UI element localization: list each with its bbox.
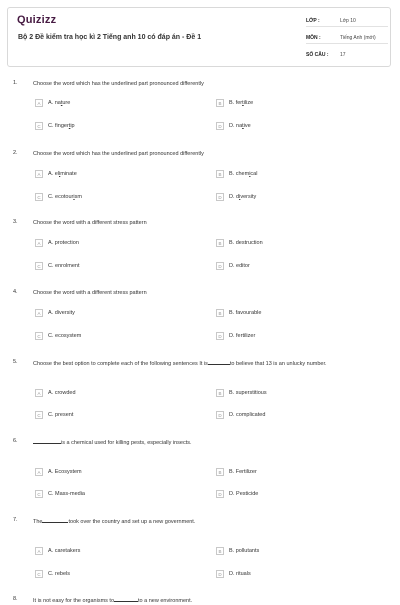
question-text: It is not easy for the organisms to to a new environment. xyxy=(33,598,193,604)
answer-blank xyxy=(114,596,138,602)
answer-blank xyxy=(42,517,68,523)
question-8-partial xyxy=(0,592,400,604)
quizizz-logo: Quizizz xyxy=(17,14,57,26)
question-number: 7. xyxy=(13,517,18,523)
question-text: Choose the word with a different stress pattern xyxy=(33,220,147,226)
question-number: 5. xyxy=(13,359,18,365)
question-text: Choose the word which has the underlined part pronounced differently xyxy=(33,81,204,87)
question-text: The took over the country and set up a new government. xyxy=(33,519,196,525)
question-number: 1. xyxy=(13,80,18,86)
question-text: Choose the word with a different stress pattern xyxy=(33,290,147,296)
answer-blank xyxy=(33,438,61,444)
meta-value: Tiếng Anh (mới) xyxy=(340,35,376,41)
answer-blank xyxy=(208,359,230,365)
question-text: Choose the word which has the underlined part pronounced differently xyxy=(33,151,204,157)
meta-row-count xyxy=(306,49,388,61)
question-number: 6. xyxy=(13,438,18,444)
meta-value: 17 xyxy=(340,52,346,58)
worksheet-header xyxy=(7,7,391,67)
question-number: 3. xyxy=(13,219,18,225)
meta-key: LỚP : xyxy=(306,18,320,24)
meta-key: SỐ CÂU : xyxy=(306,52,329,58)
meta-value: Lớp 10 xyxy=(340,18,356,24)
question-number: 4. xyxy=(13,289,18,295)
question-number: 2. xyxy=(13,150,18,156)
question-number: 8. xyxy=(13,596,18,602)
meta-row-class xyxy=(306,15,388,27)
question-text: Choose the best option to complete each of the following sentences It is to believe that 13 is an unlucky number. xyxy=(33,361,327,367)
worksheet-title: Bộ 2 Đề kiểm tra học kì 2 Tiếng anh 10 có đáp án - Đề 1 xyxy=(18,34,202,41)
question-text: is a chemical used for killing pests, especially insects. xyxy=(33,438,383,447)
meta-key: MÔN : xyxy=(306,35,321,41)
meta-row-subject xyxy=(306,32,388,44)
